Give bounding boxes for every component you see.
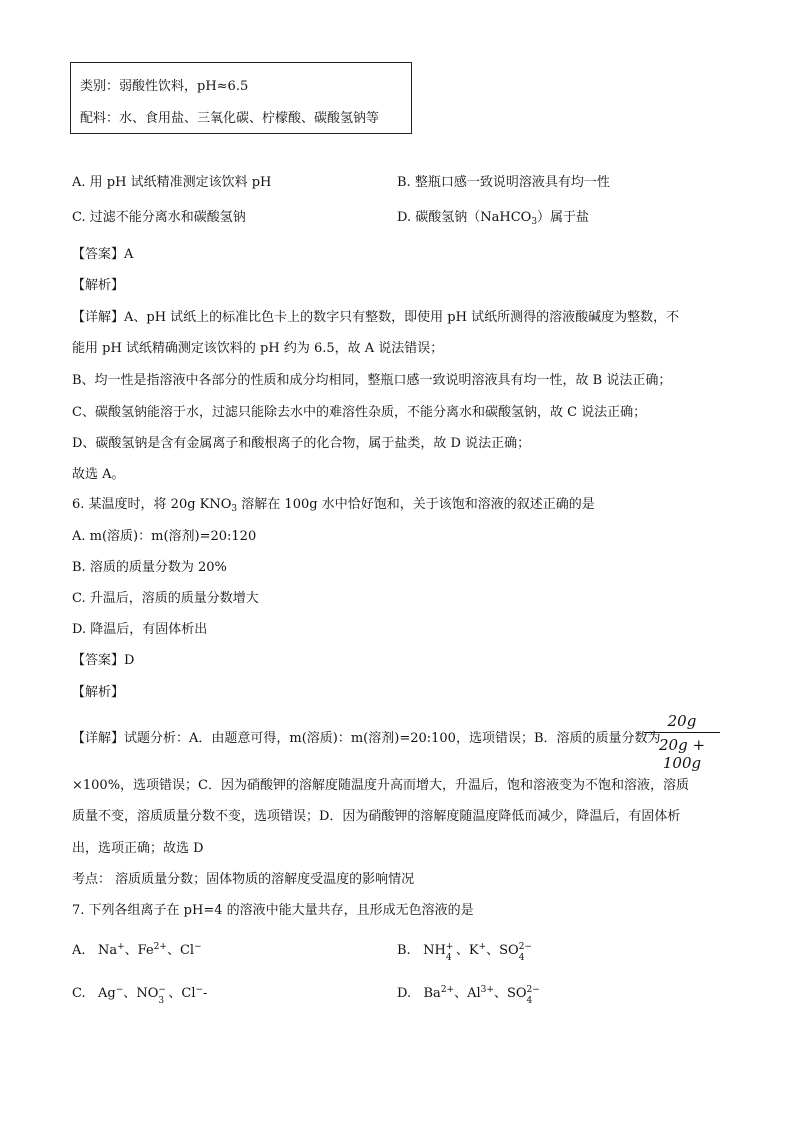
ion-fe: $Fe^{2+}$ xyxy=(137,942,167,958)
product-ingredients: 配料：水、食用盐、三氧化碳、柠檬酸、碳酸氢钠等 xyxy=(80,111,380,126)
q5-option-b: B. 整瓶口感一致说明溶液具有均一性 xyxy=(397,175,610,190)
q6-option-d: D. 降温后，有固体析出 xyxy=(72,622,208,637)
q6-kaodian: 考点： 溶质质量分数；固体物质的溶解度受温度的影响情况 xyxy=(72,872,415,887)
q6-detail-line: ×100%，选项错误；C．因为硝酸钾的溶解度随温度升高而增大，升温后，饱和溶液变为不饱和溶液，溶质 xyxy=(72,778,690,793)
fraction-numerator: 20g xyxy=(667,712,697,730)
q5-option-d: D. 碳酸氢钠（NaHCO$_3$）属于盐 xyxy=(397,210,590,227)
q6-answer: 【答案】D xyxy=(72,653,135,668)
ion-ag: Ag− xyxy=(98,985,124,1001)
q5-analysis-heading: 【解析】 xyxy=(72,278,125,293)
ion-al: $Al^{3+}$ xyxy=(467,985,494,1001)
q5-detail-line: D、碳酸氢钠是含有金属离子和酸根离子的化合物，属于盐类，故 D 说法正确； xyxy=(72,436,531,451)
q7-option-b: B. NH + 4 、K+、SO 2− 4 xyxy=(397,942,532,963)
q6-detail-line: 质量不变，溶质质量分数不变，选项错误；D．因为硝酸钾的溶解度随温度降低而减少，降温后，有固体析 xyxy=(72,809,681,824)
ion-so4: SO 2− 4 xyxy=(506,985,540,1006)
q6-analysis-heading: 【解析】 xyxy=(72,685,125,700)
q5-detail-line: B、均一性是指溶液中各部分的性质和成分均相同，整瓶口感一致说明溶液具有均一性，故 B 说法正确； xyxy=(72,373,672,388)
q5-option-a: A. 用 pH 试纸精准测定该饮料 pH xyxy=(72,175,272,190)
fraction-denominator: 20g + 100g xyxy=(658,736,706,772)
q7-option-d: D. $Ba^{2+}$、$Al^{3+}$、SO 2− 4 xyxy=(397,985,540,1006)
q5-conclusion: 故选 A。 xyxy=(72,467,125,482)
q6-option-c: C. 升温后，溶质的质量分数增大 xyxy=(72,591,259,606)
q7-option-a: A. Na+、$Fe^{2+}$、Cl− xyxy=(72,942,202,958)
q6-stem: 6. 某温度时，将 20g $KNO_3$ 溶解在 100g 水中恰好饱和，关于该饱和溶液的叙述正确的是 xyxy=(72,497,595,514)
ion-no3: NO − 3 xyxy=(136,985,166,1006)
ion-nh4: NH + 4 xyxy=(423,942,454,963)
q6-option-b: B. 溶质的质量分数为 20% xyxy=(72,560,227,575)
ion-na: Na+ xyxy=(97,942,125,958)
ion-so4: SO 2− 4 xyxy=(499,942,532,963)
q5-option-c: C. 过滤不能分离水和碳酸氢钠 xyxy=(72,210,246,225)
q6-detail-line: 出，选项正确；故选 D xyxy=(72,841,204,856)
q6-option-a: A. m(溶质)：m(溶剂)=20:120 xyxy=(72,529,257,544)
ion-cl: Cl− xyxy=(181,985,204,1001)
ion-k: K+ xyxy=(468,942,487,958)
mass-fraction-formula xyxy=(644,712,720,772)
q5-detail-line: 【详解】A、pH 试纸上的标准比色卡上的数字只有整数，即使用 pH 试纸所测得的溶液酸碱度为整数，不 xyxy=(72,310,680,325)
q7-stem: 7. 下列各组离子在 pH=4 的溶液中能大量共存，且形成无色溶液的是 xyxy=(72,903,474,918)
product-label-box xyxy=(70,62,412,134)
nahco3-formula: NaHCO$_3$ xyxy=(480,210,538,227)
product-category: 类别：弱酸性饮料，pH≈6.5 xyxy=(80,79,249,94)
q5-answer: 【答案】A xyxy=(72,247,134,262)
ion-ba: $Ba^{2+}$ xyxy=(423,985,455,1001)
ion-cl: Cl− xyxy=(179,942,202,958)
q6-detail-line: 【详解】试题分析：A．由题意可得，m(溶质)：m(溶剂)=20:100，选项错误；B．溶质的质量分数为 xyxy=(72,731,661,746)
q5-detail-line: C、碳酸氢钠能溶于水，过滤只能除去水中的难溶性杂质，不能分离水和碳酸氢钠，故 C 说法正确； xyxy=(72,405,647,420)
q7-option-c: C. Ag−、NO − 3 、Cl−- xyxy=(72,985,208,1006)
fraction-bar xyxy=(644,732,720,733)
q5-detail-line: 能用 pH 试纸精确测定该饮料的 pH 约为 6.5，故 A 说法错误； xyxy=(72,341,444,356)
